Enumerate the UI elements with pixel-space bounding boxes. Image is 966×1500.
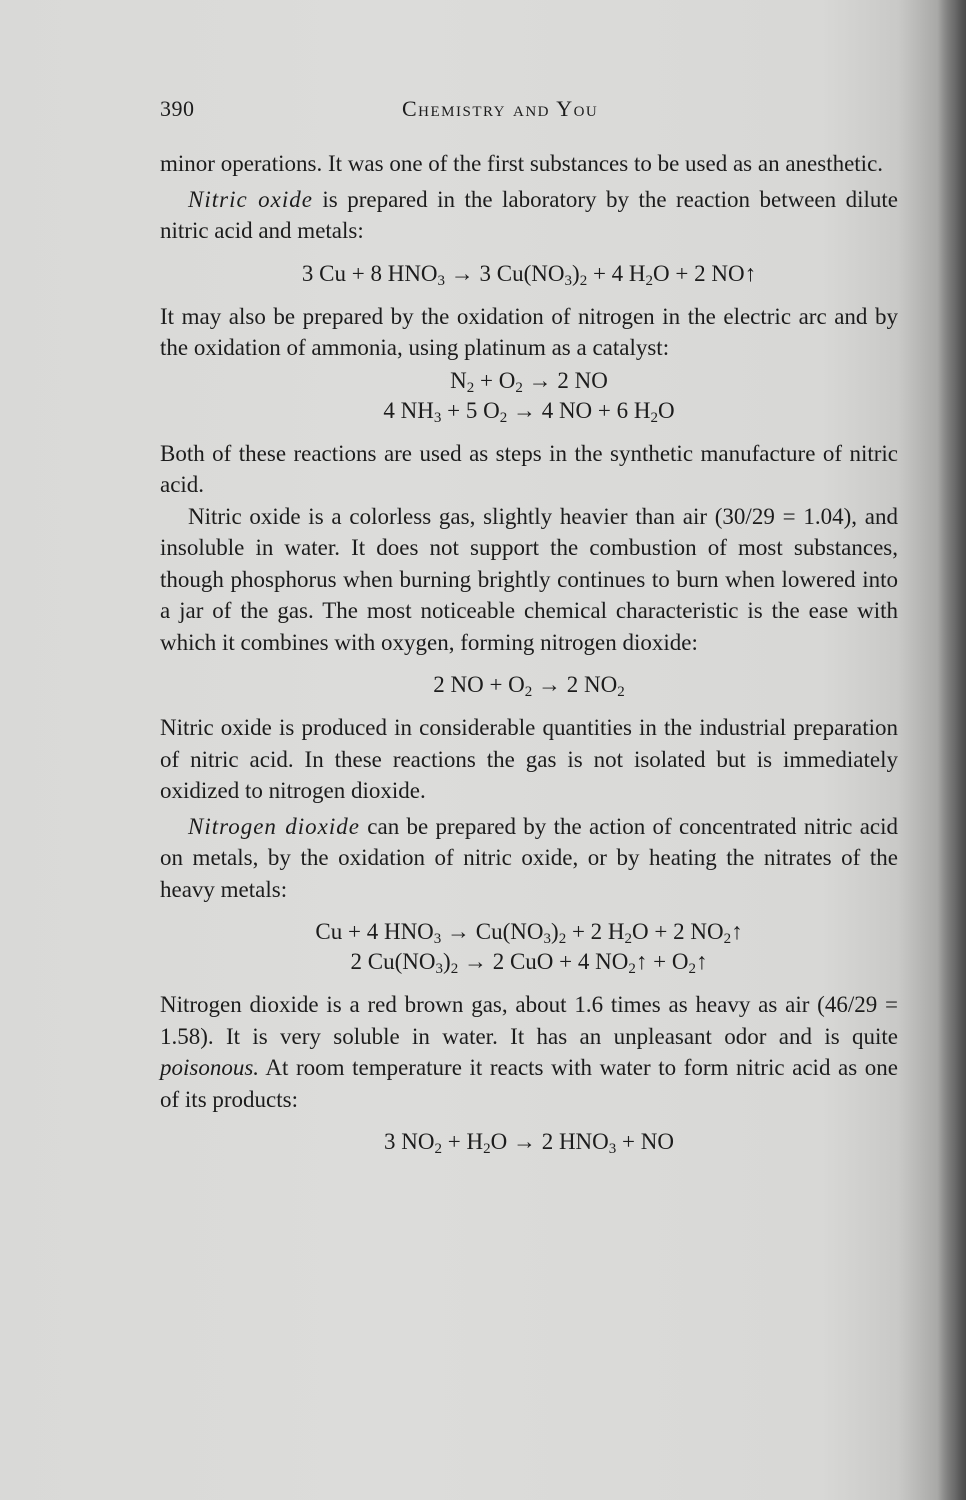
subscript: 2 — [558, 931, 567, 947]
subscript: 3 — [433, 409, 442, 426]
subscript: 3 — [435, 961, 444, 977]
equation — [160, 917, 898, 947]
subscript: 2 — [617, 684, 625, 700]
equation — [160, 670, 898, 700]
equation-text: + NO — [616, 1129, 674, 1154]
equation-text: 2 NO + O — [433, 672, 525, 697]
paragraph-text: Nitrogen dioxide is a red brown gas, about 1.6 times as heavy as air (46/29 = 1.58). It is very soluble in water. It has an unpleasant odor and is quite — [160, 992, 898, 1049]
equation-text: ) — [551, 919, 559, 944]
subscript: 3 — [564, 272, 573, 289]
equation-text: O → 2 HNO — [490, 1129, 609, 1154]
subscript: 3 — [433, 931, 442, 947]
equation-text: ) — [572, 260, 580, 286]
running-head: Chemistry and You — [402, 96, 599, 121]
equation-text: → 3 Cu(NO — [445, 260, 565, 286]
equation-text: ) — [443, 949, 451, 974]
subscript: 2 — [499, 409, 508, 426]
equation-text: 4 NH — [383, 397, 434, 423]
equation — [160, 366, 898, 396]
paragraph — [160, 184, 898, 247]
paragraph: Nitric oxide is produced in considerable quantities in the industrial preparation of nitric acid. In these reactions the gas is not isolated but is immediately oxidized to nitrogen dioxide. — [160, 715, 898, 803]
subscript: 2 — [466, 379, 475, 396]
equation-text: → 2 CuO + 4 NO — [458, 949, 629, 974]
equation-text: ↑ — [695, 949, 708, 974]
paragraph-text: At room temperature it reacts with water to form nitric acid as one of its products: — [160, 1055, 898, 1112]
term-nitrogen-dioxide: Nitrogen dioxide — [188, 813, 360, 839]
page-body — [160, 148, 898, 1169]
paragraph: minor operations. It was one of the first substances to be used as an anesthetic. — [160, 151, 884, 176]
subscript: 2 — [579, 272, 588, 289]
equation-text: O + 2 NO — [632, 919, 724, 944]
book-spine-shadow — [938, 0, 966, 1500]
equation-text: N — [450, 367, 467, 393]
equation-text: 3 Cu + 8 HNO — [301, 260, 438, 286]
subscript: 3 — [437, 272, 446, 289]
emphasis-poisonous: poisonous. — [160, 1055, 260, 1080]
subscript: 2 — [688, 961, 696, 977]
equation-text: + H — [441, 1129, 484, 1154]
equation — [160, 396, 898, 426]
equation-text: → 2 NO — [522, 367, 608, 393]
subscript: 2 — [515, 379, 523, 396]
subscript: 2 — [483, 1141, 491, 1157]
equation-text: 3 NO — [384, 1129, 435, 1154]
equation-text: + 4 H — [587, 260, 646, 286]
subscript: 2 — [628, 961, 636, 977]
equation — [160, 259, 898, 289]
subscript: 3 — [608, 1141, 617, 1157]
page-number: 390 — [160, 96, 195, 121]
subscript: 2 — [645, 272, 654, 289]
equation — [160, 947, 898, 977]
equation-text: → 4 NO + 6 H — [507, 397, 651, 423]
equation-text: O — [658, 397, 675, 423]
equation-text: → 2 NO — [532, 672, 618, 697]
subscript: 2 — [450, 961, 459, 977]
equation-group — [160, 366, 898, 426]
equation-text: 2 Cu(NO — [350, 949, 436, 974]
paragraph-text: can be prepared by the action of concentrated nitric acid on metals, by the oxidation of nitric oxide, or by heating the nitrates of the heavy metals: — [160, 813, 899, 902]
paragraph: It may also be prepared by the oxidation of nitrogen in the electric arc and by the oxidation of ammonia, using platinum as a catalyst: — [160, 303, 898, 360]
equation-text: Cu + 4 HNO — [315, 919, 434, 944]
subscript: 2 — [524, 684, 533, 700]
subscript: 2 — [624, 931, 633, 947]
term-nitric-oxide: Nitric oxide — [188, 186, 313, 212]
subscript: 2 — [434, 1141, 442, 1157]
equation — [160, 1127, 898, 1157]
subscript: 2 — [650, 409, 658, 426]
equation-text: O + 2 NO↑ — [653, 260, 757, 286]
equation-text: + 2 H — [566, 919, 625, 944]
paragraph — [160, 811, 898, 906]
equation-group — [160, 917, 898, 977]
equation-text: + O — [474, 367, 516, 393]
paragraph: Both of these reactions are used as steps in the synthetic manufacture of nitric acid. — [160, 440, 898, 497]
equation-text: + 5 O — [441, 397, 500, 423]
paragraph-text: is prepared in the laboratory by the reaction between dilute nitric acid and metals: — [160, 186, 898, 243]
subscript: 3 — [543, 931, 552, 947]
subscript: 2 — [723, 931, 732, 947]
page-header — [160, 96, 896, 130]
equation-text: → Cu(NO — [441, 919, 544, 944]
paragraph: Nitric oxide is a colorless gas, slightly heavier than air (30/29 = 1.04), and insoluble in water. It does not support the combustion of most substances, though phosphorus when burning brightly continues to burn when lowered into a jar of the gas. The most noticeable chemical characteristic is the ease with which it combines with oxygen, forming nitrogen dioxide: — [160, 503, 898, 655]
equation-text: ↑ + O — [635, 949, 689, 974]
equation-text: ↑ — [731, 919, 743, 944]
paragraph — [160, 989, 898, 1115]
